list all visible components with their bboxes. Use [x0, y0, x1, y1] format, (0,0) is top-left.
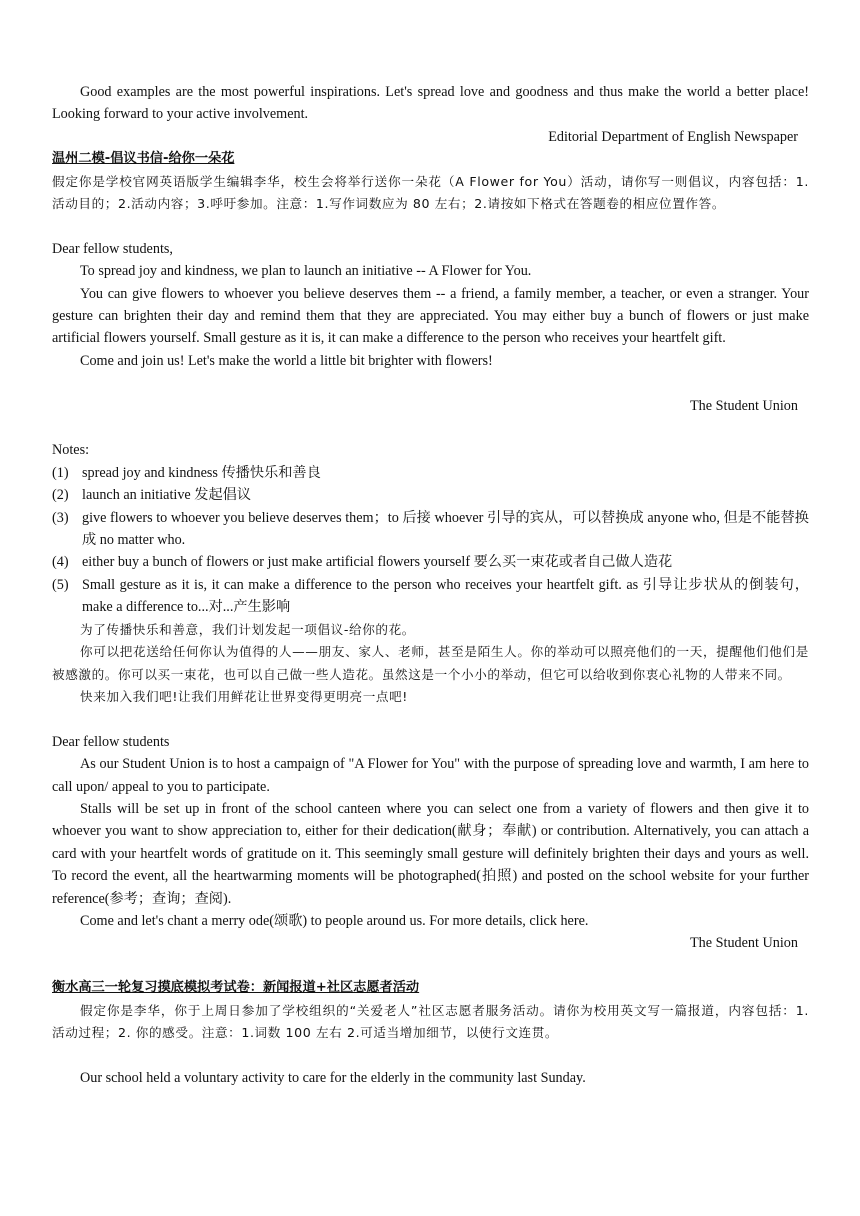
note-item [52, 484, 809, 506]
translation-paragraph: 你可以把花送给任何你认为值得的人——朋友、家人、老师，甚至是陌生人。你的举动可以照亮他们的一天，提醒他们他们是被感激的。你可以买一束花，也可以自己做一些人造花。虽然这是一个小小的举动，但它可以给收到你衷心礼物的人带来不同。 [52, 644, 809, 682]
note-item [52, 507, 809, 552]
note-item [52, 574, 809, 619]
note-text: Small gesture as it is, it can make a difference to the person who receives your heartfelt gift. as 引导让步状从的倒装句，make a difference to...对...产生影响 [82, 576, 809, 616]
spacer [52, 372, 809, 394]
note-item [52, 462, 809, 484]
spacer [52, 708, 809, 730]
note-text: give flowers to whoever you believe deserves them；to 后接 whoever 引导的宾从，可以替换成 anyone who, 但是不能替换成 no matter who. [82, 509, 809, 549]
spacer [52, 215, 809, 237]
note-number: (4) [52, 554, 69, 571]
note-text: launch an initiative 发起倡议 [82, 487, 252, 504]
letter1-paragraph: To spread joy and kindness, we plan to launch an initiative -- A Flower for You. [80, 263, 532, 280]
note-number: (1) [52, 464, 69, 481]
note-number: (3) [52, 509, 69, 526]
letter1-signature: The Student Union [690, 397, 798, 414]
spacer [52, 417, 809, 439]
letter2-paragraph: Come and let's chant a merry ode(颂歌) to people around us. For more details, click here. [80, 912, 589, 929]
intro-signature: Editorial Department of English Newspaper [548, 128, 798, 145]
spacer [52, 955, 809, 977]
document-page [52, 81, 809, 1089]
letter1-paragraph: You can give flowers to whoever you believe deserves them -- a friend, a family member, a teacher, or even a stranger. Your gesture can brighten their day and remind them that they are appreciated. You may either buy a bunch of flowers or just make artificial flowers yourself. Small gesture as it is, it can make a difference to the person who receives your heartfelt gift. [52, 285, 809, 347]
notes-list [52, 462, 809, 619]
intro-paragraph: Good examples are the most powerful inspirations. Let's spread love and goodness and thus make the world a better place! Looking forward to your active involvement. [52, 84, 809, 123]
translation-paragraph: 为了传播快乐和善意，我们计划发起一项倡议-给你的花。 [80, 621, 415, 637]
note-item [52, 551, 809, 573]
letter2-greeting: Dear fellow students [52, 733, 170, 750]
translation-paragraph: 快来加入我们吧!让我们用鲜花让世界变得更明亮一点吧! [80, 688, 408, 704]
letter2-signature: The Student Union [690, 935, 798, 952]
section2-prompt: 假定你是李华，你于上周日参加了学校组织的“关爱老人”社区志愿者服务活动。请你为校用英文写一篇报道，内容包括：1. 活动过程；2. 你的感受。注意：1.词数 100 左右 2.可适当增加细节，以使行文连贯。 [52, 1002, 809, 1040]
section2-heading: 衡水高三一轮复习摸底模拟考试卷：新闻报道+社区志愿者活动 [52, 980, 420, 996]
note-text: spread joy and kindness 传播快乐和善良 [82, 464, 321, 481]
note-number: (5) [52, 576, 69, 593]
letter1-greeting: Dear fellow students, [52, 240, 173, 257]
section1-prompt: 假定你是学校官网英语版学生编辑李华，校生会将举行送你一朵花（A Flower for You）活动，请你写一则倡议，内容包括：1.活动目的；2.活动内容；3.呼吁参加。注意：1.写作词数应为 80 左右；2.请按如下格式在答题卷的相应位置作答。 [52, 173, 809, 212]
letter2-paragraph: Stalls will be set up in front of the school canteen where you can select one from a variety of flowers and then give it to whoever you want to show appreciation to, either for their dedication(献身；奉献) or contribution. Alternatively, you can attach a card with your heartfelt words of gratitude on it. This seemingly small gesture will definitely brighten their days and yours as well. To record the event, all the heartwarming moments will be photographed(拍照) and posted on the school website for your further reference(参考；查询；查阅). [52, 800, 809, 907]
spacer [52, 1044, 809, 1066]
section2-first-line: Our school held a voluntary activity to care for the elderly in the community last Sunday. [80, 1069, 586, 1086]
note-number: (2) [52, 487, 69, 504]
section1-heading: 温州二模-倡议书信-给你一朵花 [52, 151, 235, 167]
note-text: either buy a bunch of flowers or just make artificial flowers yourself 要么买一束花或者自己做人造花 [82, 554, 673, 571]
letter2-paragraph: As our Student Union is to host a campaign of "A Flower for You" with the purpose of spreading love and warmth, I am here to call upon/ appeal to you to participate. [52, 756, 809, 795]
notes-title: Notes: [52, 442, 90, 459]
letter1-paragraph: Come and join us! Let's make the world a little bit brighter with flowers! [80, 352, 493, 369]
